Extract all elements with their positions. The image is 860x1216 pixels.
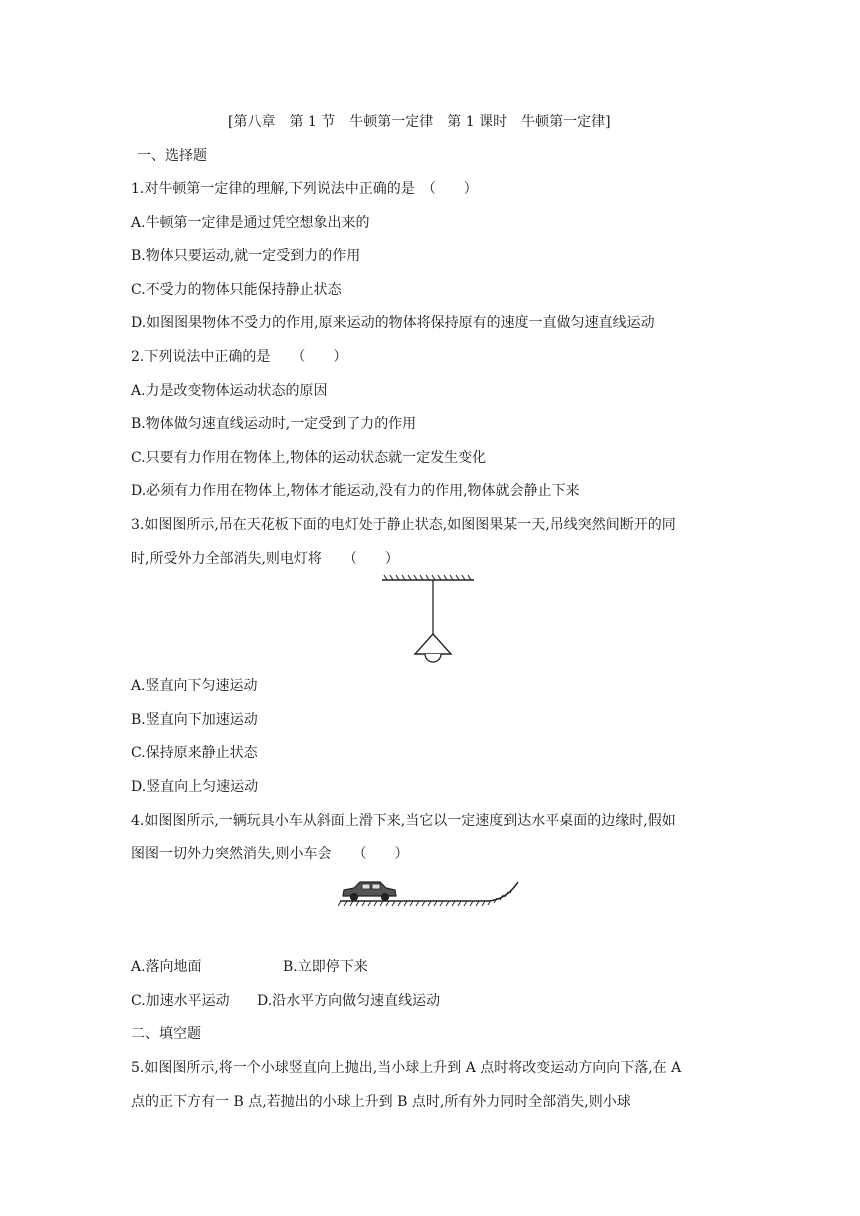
q3-option-c: C.保持原来静止状态 bbox=[131, 745, 258, 761]
q4-stem-line1: 4.如图图所示,一辆玩具小车从斜面上滑下来,当它以一定速度到达水平桌面的边缘时,假如 bbox=[131, 813, 676, 829]
q4-option-c: C.加速水平运动 bbox=[131, 993, 230, 1009]
q5-line1: 5.如图图所示,将一个小球竖直向上抛出,当小球上升到 A 点时将改变运动方向向下落,在 A bbox=[131, 1060, 682, 1076]
q4-stem-line2: 图图一切外力突然消失,则小车会 （ ） bbox=[131, 846, 409, 862]
q4-option-d: D.沿水平方向做匀速直线运动 bbox=[257, 993, 441, 1009]
q3-stem-line1: 3.如图图所示,吊在天花板下面的电灯处于静止状态,如图图果某一天,吊线突然间断开的同 bbox=[131, 517, 676, 533]
ceiling-hatching bbox=[382, 575, 474, 580]
q5-line2: 点的正下方有一 B 点,若抛出的小球上升到 B 点时,所有外力同时全部消失,则小球 bbox=[131, 1094, 631, 1110]
lesson-header: [第八章 第 1 节 牛顿第一定律 第 1 课时 牛顿第一定律] bbox=[228, 114, 611, 130]
q4-option-b: B.立即停下来 bbox=[283, 959, 368, 975]
toy-car-icon bbox=[343, 882, 396, 901]
q1-option-c: C.不受力的物体只能保持静止状态 bbox=[131, 282, 342, 298]
q3-option-b: B.竖直向下加速运动 bbox=[131, 712, 258, 728]
q1-option-a: A.牛顿第一定律是通过凭空想象出来的 bbox=[131, 215, 370, 231]
section-fill-in-heading: 二、填空题 bbox=[131, 1026, 201, 1042]
q3-option-a: A.竖直向下匀速运动 bbox=[131, 678, 258, 694]
toy-car-slope-figure bbox=[338, 876, 522, 910]
q1-option-b: B.物体只要运动,就一定受到力的作用 bbox=[131, 248, 361, 264]
q2-option-d: D.必须有力作用在物体上,物体才能运动,没有力的作用,物体就会静止下来 bbox=[131, 483, 580, 499]
hanging-lamp-figure bbox=[378, 574, 478, 672]
section-multiple-choice-heading: 一、选择题 bbox=[137, 148, 207, 164]
q2-option-a: A.力是改变物体运动状态的原因 bbox=[131, 383, 328, 399]
lamp-bulb bbox=[425, 654, 441, 662]
q1-option-d: D.如图图果物体不受力的作用,原来运动的物体将保持原有的速度一直做匀速直线运动 bbox=[131, 315, 655, 331]
q3-option-d: D.竖直向上匀速运动 bbox=[131, 779, 259, 795]
q2-stem: 2.下列说法中正确的是 （ ） bbox=[131, 349, 348, 365]
lamp-shade bbox=[415, 634, 451, 654]
q2-option-c: C.只要有力作用在物体上,物体的运动状态就一定发生变化 bbox=[131, 450, 487, 466]
q4-option-a: A.落向地面 bbox=[131, 959, 202, 975]
q2-option-b: B.物体做匀速直线运动时,一定受到了力的作用 bbox=[131, 416, 417, 432]
q3-stem-line2: 时,所受外力全部消失,则电灯将 （ ） bbox=[131, 551, 399, 567]
q1-stem: 1.对牛顿第一定律的理解,下列说法中正确的是 （ ） bbox=[131, 181, 478, 197]
